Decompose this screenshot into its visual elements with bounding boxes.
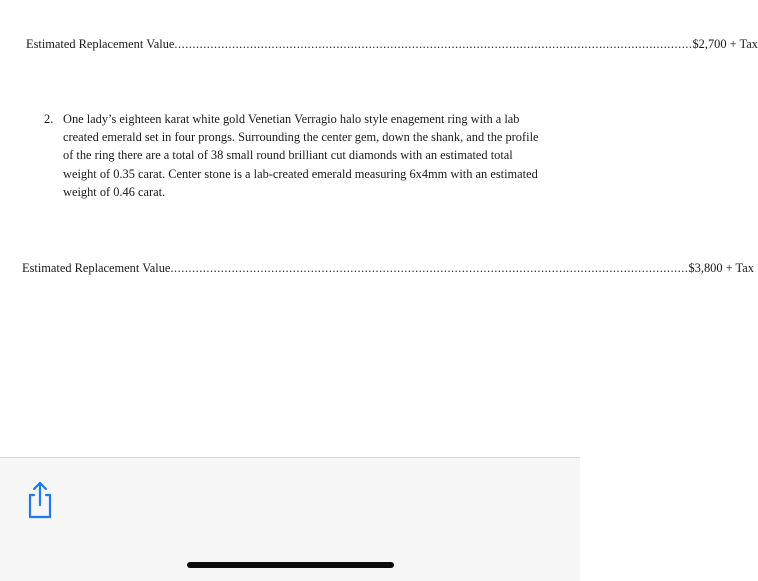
bottom-toolbar: [0, 457, 580, 581]
item-description: One lady’s eighteen karat white gold Venetian Verragio halo style enagement ring with a lab created emerald set in four prongs. Surrounding the center gem, down the shank, and the profile of the ring there are a total of 38 small round brilliant cut diamonds with an estimated total weight of 0.35 carat. Center stone is a lab-created emerald measuring 6x4mm with an estimated weight of 0.46 carat.: [63, 112, 539, 199]
replacement-value-label: Estimated Replacement Value: [26, 37, 175, 51]
item-number: 2.: [44, 112, 54, 126]
share-icon: [22, 480, 58, 520]
replacement-value-label: Estimated Replacement Value: [22, 261, 171, 275]
home-indicator[interactable]: [187, 562, 394, 568]
replacement-value-amount: $2,700 + Tax: [692, 37, 758, 51]
replacement-value-amount: $3,800 + Tax: [688, 261, 754, 275]
dot-leader: ................................................................................................................................................: [174, 37, 693, 51]
replacement-value-line-2: [22, 260, 754, 276]
dot-leader: ................................................................................................................................................: [170, 261, 689, 275]
share-button[interactable]: [22, 480, 58, 520]
replacement-value-line-1: [26, 36, 758, 52]
item-2: [44, 110, 540, 201]
